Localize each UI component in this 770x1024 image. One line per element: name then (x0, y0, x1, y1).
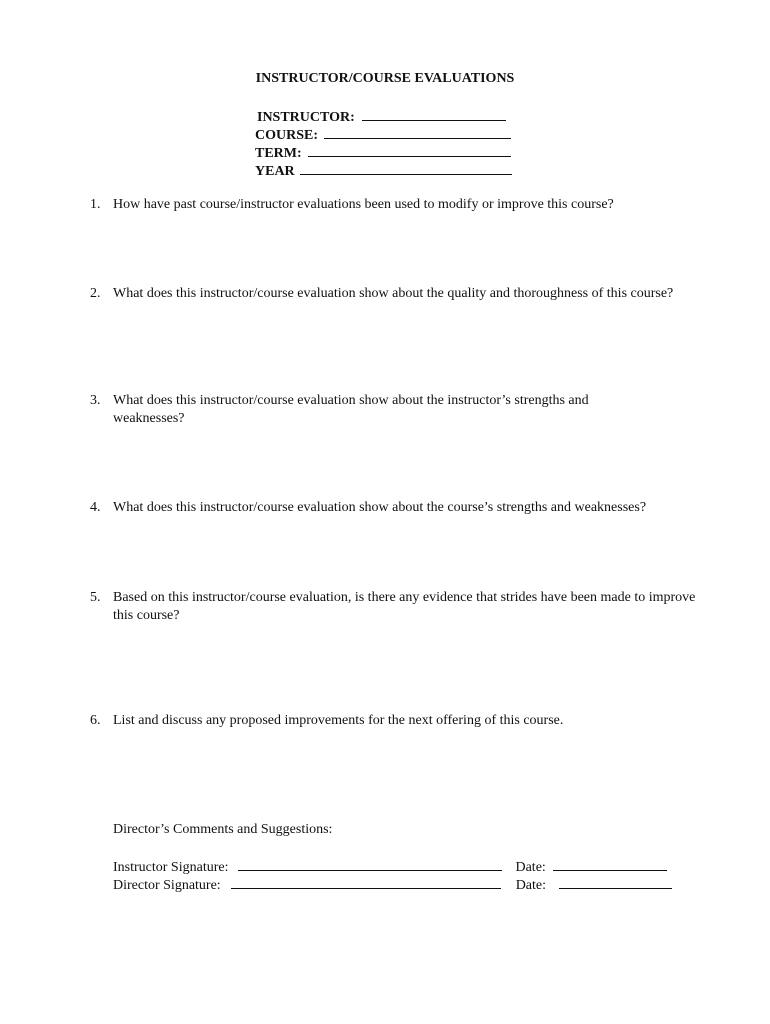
question-3 (90, 392, 650, 428)
page-title: INSTRUCTOR/COURSE EVALUATIONS (255, 71, 515, 86)
instructor-label: INSTRUCTOR: (257, 110, 355, 125)
director-signature-row (113, 874, 672, 895)
question-number: 2. (90, 286, 101, 301)
question-number: 3. (90, 393, 101, 408)
year-field (255, 160, 512, 181)
director-signature-label: Director Signature: (113, 878, 221, 893)
year-blank[interactable] (300, 160, 512, 175)
question-text: How have past course/instructor evaluations been used to modify or improve this course? (113, 197, 614, 212)
question-4 (90, 499, 730, 517)
question-text: Based on this instructor/course evaluation, is there any evidence that strides have been made to improve this course? (113, 590, 696, 623)
question-text: What does this instructor/course evaluation show about the instructor’s strengths and weaknesses? (113, 393, 589, 426)
course-label: COURSE: (255, 128, 319, 143)
instructor-signature-label: Instructor Signature: (113, 860, 229, 875)
question-text: What does this instructor/course evaluation show about the quality and thoroughness of this course? (113, 286, 674, 301)
director-date-label: Date: (515, 878, 547, 893)
question-1 (90, 196, 700, 214)
question-text: What does this instructor/course evaluation show about the course’s strengths and weaknesses? (113, 500, 647, 515)
instructor-signature-blank[interactable] (238, 856, 502, 871)
director-comments-heading: Director’s Comments and Suggestions: (113, 822, 333, 837)
question-6 (90, 712, 700, 730)
question-2 (90, 285, 690, 303)
director-signature-blank[interactable] (231, 874, 501, 889)
question-number: 4. (90, 500, 101, 515)
question-number: 5. (90, 590, 101, 605)
question-text: List and discuss any proposed improvements for the next offering of this course. (113, 713, 564, 728)
instructor-blank[interactable] (362, 106, 506, 121)
question-number: 6. (90, 713, 101, 728)
term-label: TERM: (255, 146, 302, 161)
year-label: YEAR (255, 164, 295, 179)
course-blank[interactable] (324, 124, 511, 139)
question-5 (90, 589, 710, 625)
question-number: 1. (90, 197, 101, 212)
instructor-date-label: Date: (515, 860, 546, 875)
instructor-date-blank[interactable] (553, 856, 667, 871)
term-blank[interactable] (308, 142, 511, 157)
director-date-blank[interactable] (559, 874, 672, 889)
